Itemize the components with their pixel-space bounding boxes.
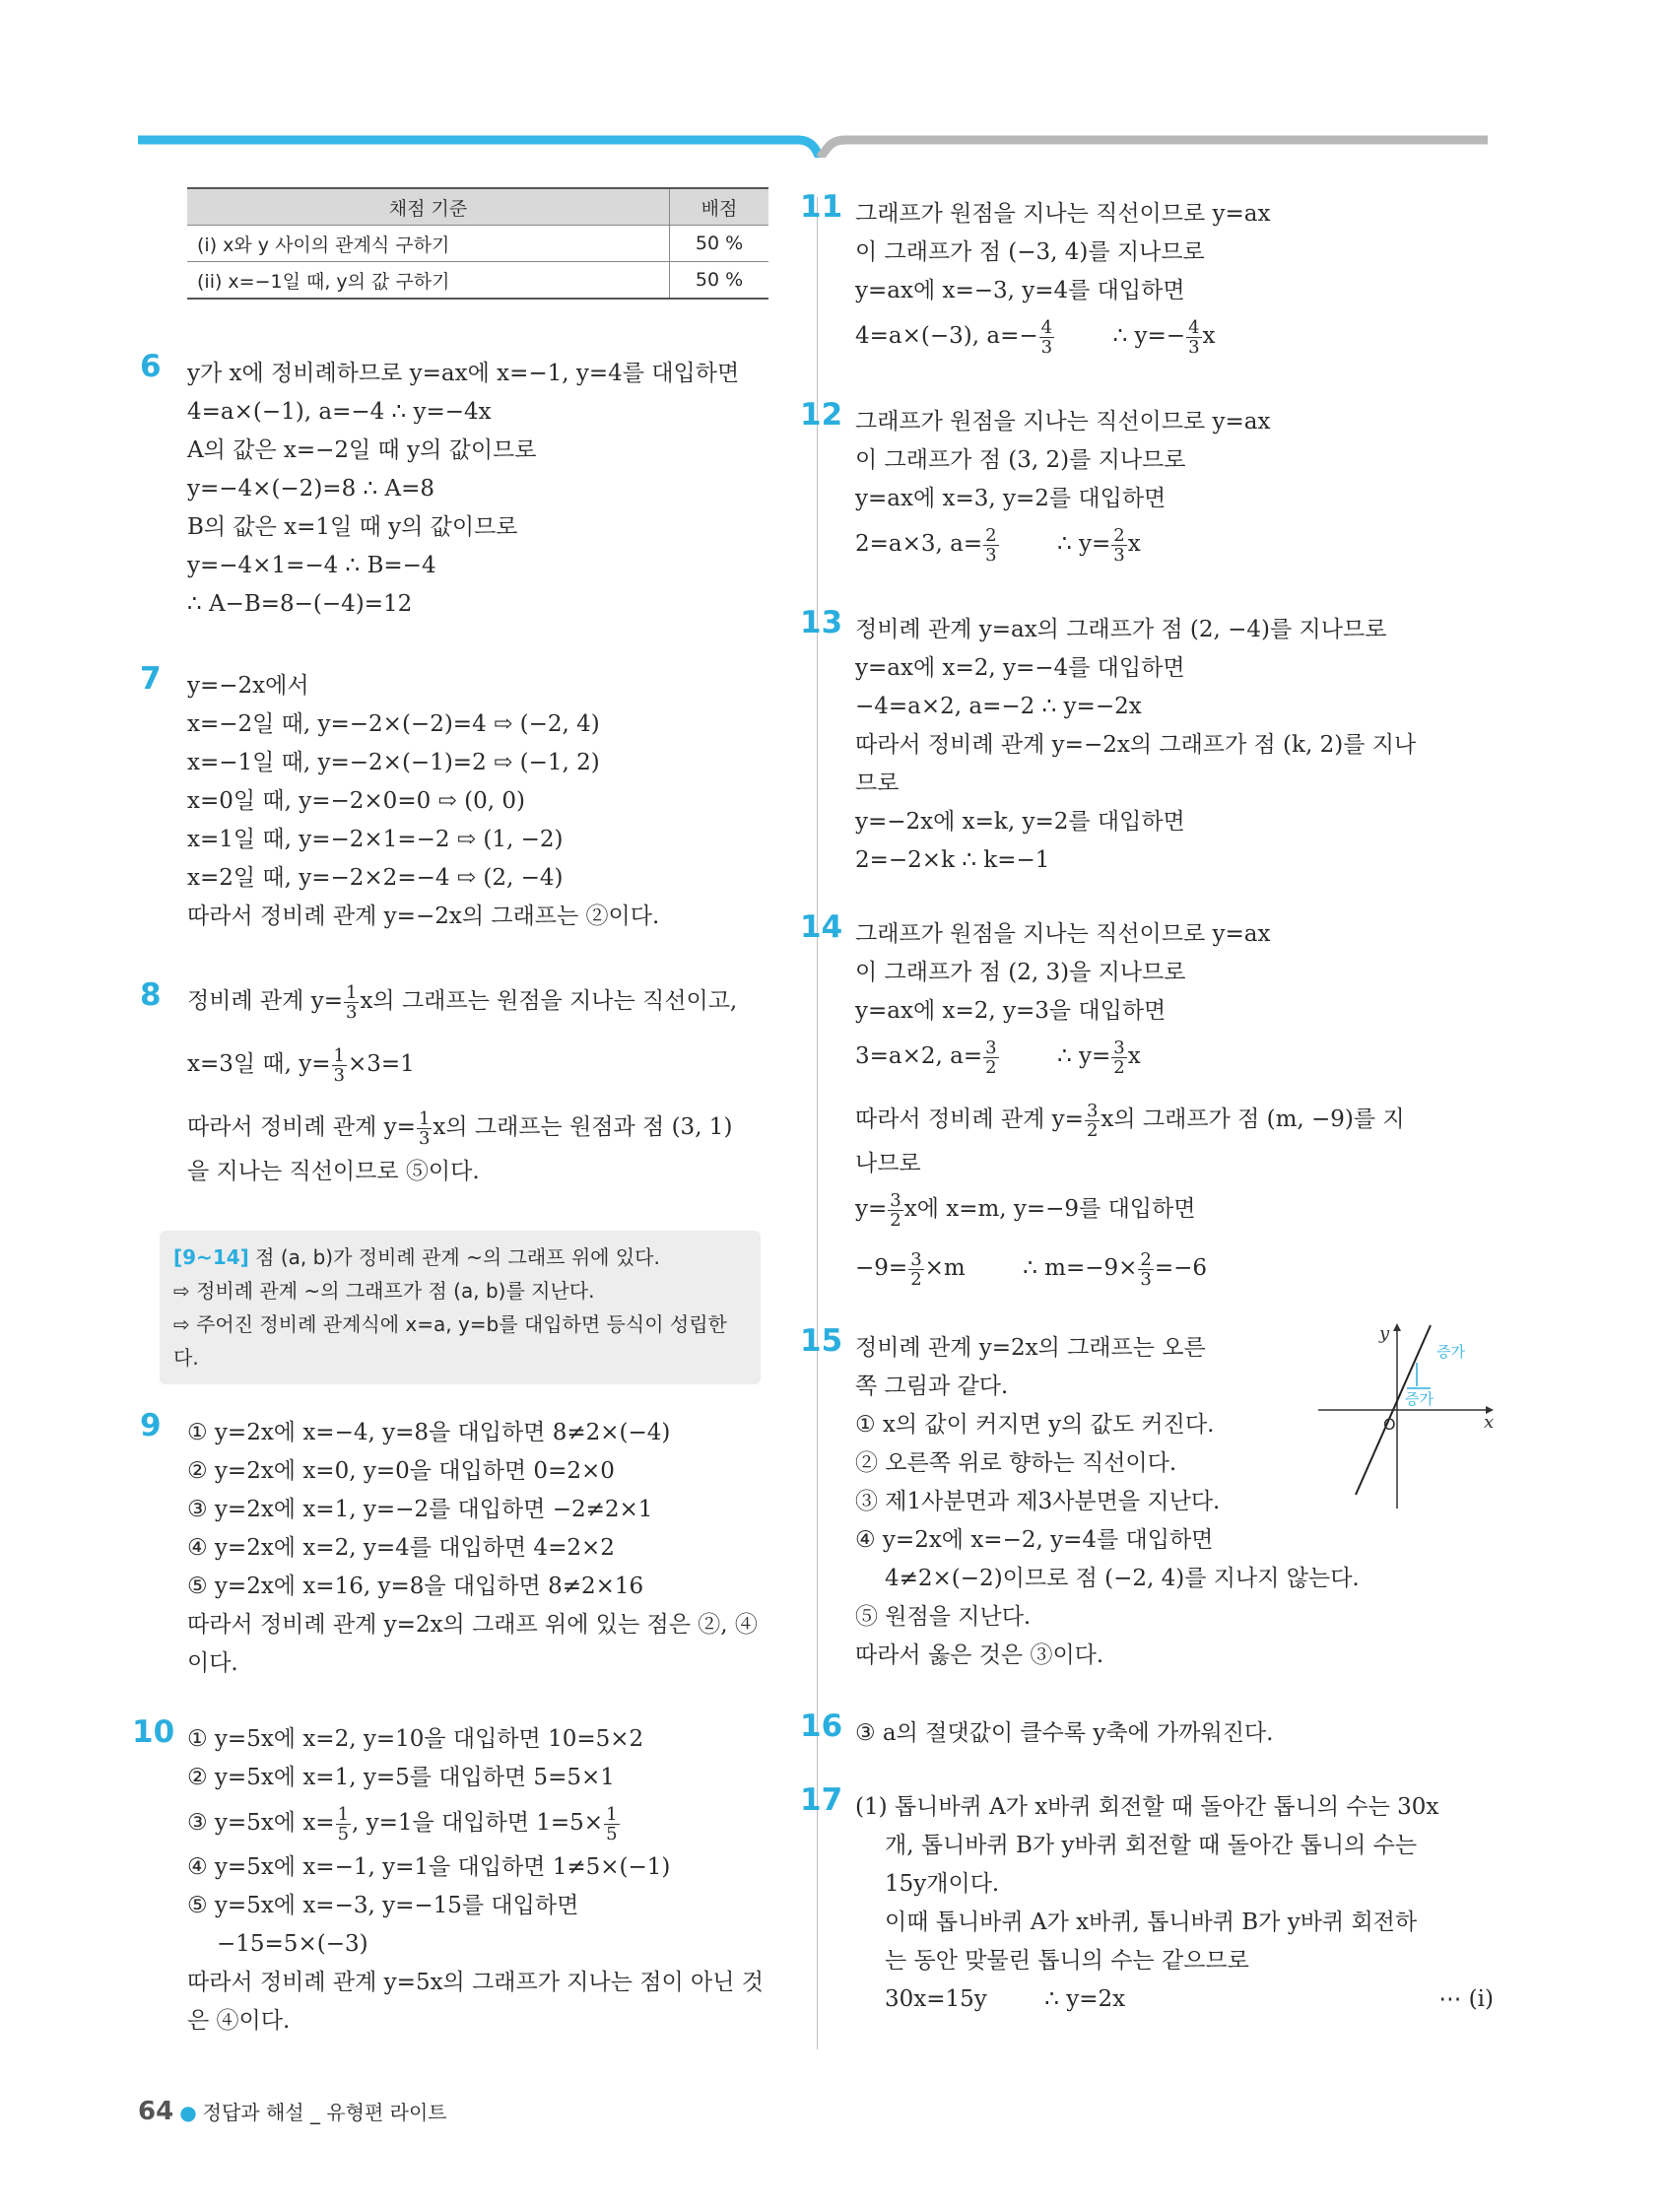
increase-label: 증가: [1436, 1343, 1465, 1361]
text: 30x=15y ∴ y=2x: [885, 1986, 1126, 2012]
solution-line: x=−1일 때, y=−2×(−1)=2 ⇨ (−1, 2): [187, 750, 600, 775]
solution-line: ④ y=2x에 x=−2, y=4를 대입하면: [855, 1527, 1214, 1553]
fraction: [1111, 1039, 1126, 1077]
denominator: 2: [910, 1268, 922, 1290]
problem-number: 9: [140, 1408, 162, 1443]
numerator: 2: [1113, 524, 1125, 546]
text: ③ y=5x에 x=: [187, 1810, 335, 1836]
numerator: 3: [1086, 1100, 1099, 1121]
numerator: 3: [910, 1248, 922, 1270]
header-criterion: 채점 기준: [187, 188, 670, 226]
denominator: 2: [1086, 1119, 1099, 1141]
y-axis-arrow: [1393, 1323, 1401, 1331]
solution-line: [187, 1797, 778, 1848]
solution-line: [855, 1242, 1494, 1294]
tip-line: ⇨ 주어진 정비례 관계식에 x=a, y=b를 대입하면 등식이 성립한다.: [173, 1312, 727, 1370]
numerator: 3: [1113, 1037, 1125, 1058]
solution-line: ② 오른쪽 위로 향하는 직선이다.: [855, 1450, 1177, 1476]
text: x: [1127, 1043, 1141, 1069]
text: ∴ y=−: [1055, 323, 1186, 349]
solution-line: y=ax에 x=2, y=3을 대입하면: [855, 998, 1167, 1024]
fraction: [1039, 318, 1054, 357]
problem-9: [140, 1408, 778, 1683]
solution-line: 따라서 정비례 관계 y=5x의 그래프가 지나는 점이 아닌 것: [187, 1970, 764, 1995]
solution-line: y가 x에 정비례하므로 y=ax에 x=−1, y=4를 대입하면: [187, 361, 740, 386]
table-row: [187, 226, 768, 262]
numerator: 3: [890, 1189, 901, 1211]
fraction: [983, 1039, 998, 1077]
fraction: [1085, 1102, 1100, 1140]
solution-line: ② y=2x에 x=0, y=0을 대입하면 0=2×0: [187, 1458, 615, 1484]
denominator: 3: [985, 544, 997, 566]
tip-head: [9~14]: [173, 1245, 249, 1269]
footer-title: 정답과 해설 _ 유형편 라이트: [202, 2101, 447, 2124]
solution-line: 은 ④이다.: [187, 2008, 291, 2034]
solution-line: [855, 1031, 1494, 1082]
solution-line: [187, 1039, 778, 1090]
solution-line: 2=−2×k ∴ k=−1: [855, 847, 1050, 873]
solution-line: 이 그래프가 점 (3, 2)를 지나므로: [855, 447, 1186, 473]
numerator: 4: [1188, 316, 1200, 338]
solution-line: 그래프가 원점을 지나는 직선이므로 y=ax: [855, 409, 1271, 435]
solution-line: 그래프가 원점을 지나는 직선이므로 y=ax: [855, 921, 1271, 947]
solution-line: [187, 1102, 778, 1153]
denominator: 3: [418, 1127, 431, 1149]
text: , y=1을 대입하면 1=5×: [352, 1810, 604, 1836]
problem-number: 15: [800, 1323, 843, 1359]
solution-line: ① y=5x에 x=2, y=10을 대입하면 10=5×2: [187, 1726, 644, 1752]
denominator: 2: [890, 1209, 901, 1231]
solution-line: 이 그래프가 점 (2, 3)을 지나므로: [855, 960, 1186, 985]
solution-line: ④ y=2x에 x=2, y=4를 대입하면 4=2×2: [187, 1535, 615, 1561]
fraction: [336, 1805, 351, 1843]
score-table-header: [187, 188, 768, 226]
solution-line: 을 지나는 직선이므로 ⑤이다.: [187, 1159, 480, 1184]
y-label: y: [1379, 1323, 1390, 1344]
tip-line: ⇨ 정비례 관계 ~의 그래프가 점 (a, b)를 지난다.: [173, 1279, 595, 1303]
solution-line: 이 그래프가 점 (−3, 4)를 지나므로: [855, 239, 1205, 265]
solution-line: ∴ A−B=8−(−4)=12: [187, 591, 413, 617]
denominator: 3: [1113, 544, 1125, 566]
fraction: [417, 1109, 432, 1148]
fraction: [332, 1046, 347, 1085]
solution-line: 쪽 그림과 같다.: [855, 1374, 1009, 1399]
problem-number: 17: [800, 1782, 843, 1818]
text: x에 x=m, y=−9를 대입하면: [903, 1196, 1196, 1222]
solution-line: x=1일 때, y=−2×1=−2 ⇨ (1, −2): [187, 827, 564, 852]
solution-line: y=ax에 x=3, y=2를 대입하면: [855, 486, 1167, 511]
solution-line: y=−2x에 x=k, y=2를 대입하면: [855, 809, 1185, 835]
problem-15: [800, 1323, 1495, 1675]
denominator: 3: [1140, 1268, 1152, 1290]
tip-box: [160, 1231, 761, 1384]
score-table: [187, 187, 768, 300]
denominator: 2: [985, 1056, 997, 1078]
x-label: x: [1484, 1412, 1495, 1433]
problem-number: 14: [800, 909, 843, 945]
solution-line: x=0일 때, y=−2×0=0 ⇨ (0, 0): [187, 788, 525, 814]
solution-line: ① x의 값이 커지면 y의 값도 커진다.: [855, 1412, 1215, 1438]
text: 따라서 정비례 관계 y=: [855, 1106, 1084, 1132]
solution-line: ② y=5x에 x=1, y=5를 대입하면 5=5×1: [187, 1765, 615, 1790]
step-tag: ⋯ (i): [1438, 1986, 1494, 2012]
fraction: [1186, 318, 1201, 357]
problem-8: [140, 975, 778, 1191]
right-column: [800, 187, 1495, 2019]
points-cell: 50 %: [670, 226, 769, 262]
denominator: 5: [606, 1823, 618, 1844]
text: ∴ y=: [999, 1043, 1111, 1069]
tip-line: [173, 1240, 747, 1274]
problem-7: [140, 661, 778, 936]
solution-line: ③ a의 절댓값이 클수록 y축에 가까워진다.: [855, 1720, 1274, 1746]
problem-16: [800, 1709, 1494, 1753]
numerator: 4: [1040, 316, 1053, 338]
solution-line: 15y개이다.: [885, 1871, 1000, 1897]
page-number: 64: [138, 2097, 174, 2126]
numerator: 2: [985, 524, 997, 546]
solution-line: ④ y=5x에 x=−1, y=1을 대입하면 1≠5×(−1): [187, 1854, 671, 1880]
text: ×m ∴ m=−9×: [924, 1255, 1138, 1281]
solution-line: 이다.: [187, 1650, 238, 1676]
fraction: [1111, 526, 1126, 565]
text: =−6: [1154, 1255, 1208, 1281]
problem-number: 10: [132, 1714, 175, 1750]
text: 4=a×(−3), a=−: [855, 323, 1038, 349]
problem-number: 6: [140, 349, 162, 384]
solution-line: A의 값은 x=−2일 때 y의 값이므로: [187, 437, 537, 463]
solution-line: (1) 톱니바퀴 A가 x바퀴 회전할 때 돌아간 톱니의 수는 30x: [855, 1794, 1439, 1820]
solution-line: ⑤ y=2x에 x=16, y=8을 대입하면 8≠2×16: [187, 1574, 644, 1599]
solution-line: x=−2일 때, y=−2×(−2)=4 ⇨ (−2, 4): [187, 711, 600, 737]
solution-line: 는 동안 맞물린 톱니의 수는 같으므로: [885, 1948, 1249, 1974]
text: x=3일 때, y=: [187, 1051, 331, 1077]
problem-number: 8: [140, 977, 162, 1013]
solution-line: y=−4×1=−4 ∴ B=−4: [187, 553, 436, 578]
numerator: 1: [606, 1803, 618, 1825]
criterion-cell: (ii) x=−1일 때, y의 값 구하기: [187, 262, 670, 300]
increase-label: 증가: [1405, 1390, 1434, 1408]
solution-line: [187, 975, 778, 1027]
fraction: [888, 1191, 902, 1230]
solution-line: 따라서 정비례 관계 y=−2x의 그래프가 점 (k, 2)를 지나: [855, 732, 1417, 758]
text: y=: [855, 1196, 888, 1222]
solution-line: ⑤ y=5x에 x=−3, y=−15를 대입하면: [187, 1893, 579, 1918]
solution-line: 따라서 옳은 것은 ③이다.: [855, 1642, 1104, 1668]
text: x의 그래프가 점 (m, −9)를 지: [1101, 1106, 1405, 1132]
fraction: [983, 526, 998, 565]
solution-line: 4=a×(−1), a=−4 ∴ y=−4x: [187, 399, 492, 425]
criterion-cell: (i) x와 y 사이의 관계식 구하기: [187, 226, 670, 262]
denominator: 3: [1188, 336, 1200, 358]
problem-number: 13: [800, 605, 843, 640]
text: 따라서 정비례 관계 y=: [187, 1114, 416, 1140]
text: 3=a×2, a=: [855, 1043, 983, 1069]
numerator: 1: [418, 1107, 431, 1129]
header-points: 배점: [670, 188, 769, 226]
solution-line: y=−4×(−2)=8 ∴ A=8: [187, 476, 434, 502]
solution-line: [855, 310, 1494, 362]
problem-13: [800, 605, 1494, 880]
solution-line: y=ax에 x=−3, y=4를 대입하면: [855, 278, 1185, 303]
solution-line: 므로: [855, 771, 900, 796]
table-row: [187, 262, 768, 300]
page-footer: [138, 2097, 447, 2126]
solution-line: [855, 1094, 1494, 1145]
fraction: [908, 1250, 923, 1289]
solution-line: y=ax에 x=2, y=−4를 대입하면: [855, 655, 1185, 681]
bullet-icon: ●: [179, 2101, 197, 2124]
solution-line: y=−2x에서: [187, 673, 309, 699]
solution-line: x=2일 때, y=−2×2=−4 ⇨ (2, −4): [187, 865, 564, 891]
text: x: [1202, 323, 1216, 349]
numerator: 1: [333, 1044, 345, 1066]
solution-line: 이때 톱니바퀴 A가 x바퀴, 톱니바퀴 B가 y바퀴 회전하: [885, 1910, 1418, 1935]
problem-12: [800, 397, 1494, 570]
column-divider: [817, 197, 818, 2049]
solution-line: ⑤ 원점을 지난다.: [855, 1604, 1032, 1630]
solution-line: 개, 톱니바퀴 B가 y바퀴 회전할 때 돌아간 톱니의 수는: [885, 1833, 1418, 1858]
solution-line: −15=5×(−3): [217, 1931, 368, 1957]
fraction: [1138, 1250, 1153, 1289]
fraction: [344, 983, 359, 1022]
denominator: 3: [345, 1001, 358, 1023]
denominator: 5: [337, 1823, 350, 1844]
problem-10: [132, 1714, 778, 2041]
numerator: 3: [985, 1037, 997, 1058]
solution-line: −4=a×2, a=−2 ∴ y=−2x: [855, 694, 1142, 719]
solution-line: 정비례 관계 y=ax의 그래프가 점 (2, −4)를 지나므로: [855, 617, 1387, 642]
solution-line: 그래프가 원점을 지나는 직선이므로 y=ax: [855, 201, 1271, 227]
numerator: 1: [345, 981, 358, 1003]
text: −9=: [855, 1255, 908, 1281]
solution-line: [855, 518, 1494, 570]
text: 정비례 관계 y=: [187, 988, 343, 1014]
problem-number: 11: [800, 189, 843, 225]
solution-line: B의 값은 x=1일 때 y의 값이므로: [187, 514, 518, 540]
origin-label: O: [1383, 1415, 1396, 1434]
problem-number: 7: [140, 661, 162, 697]
solution-line: ③ 제1사분면과 제3사분면을 지난다.: [855, 1489, 1221, 1514]
problem-number: 12: [800, 397, 843, 433]
problem-14: [800, 909, 1494, 1294]
text: 점 (a, b)가 정비례 관계 ~의 그래프 위에 있다.: [248, 1245, 660, 1269]
text: x: [1127, 531, 1141, 557]
text: x의 그래프는 원점과 점 (3, 1): [433, 1114, 733, 1140]
header-rule: [0, 0, 1668, 158]
solution-line: [855, 1980, 1494, 2019]
solution-line: 나므로: [855, 1151, 921, 1176]
solution-line: 따라서 정비례 관계 y=−2x의 그래프는 ②이다.: [187, 904, 660, 929]
denominator: 3: [1040, 336, 1053, 358]
problem-17: [800, 1782, 1494, 2019]
solution-line: 따라서 정비례 관계 y=2x의 그래프 위에 있는 점은 ②, ④: [187, 1612, 758, 1638]
solution-line: 4≠2×(−2)이므로 점 (−2, 4)를 지나지 않는다.: [885, 1566, 1360, 1591]
left-column: [132, 187, 778, 2041]
text: ×3=1: [347, 1051, 415, 1077]
solution-line: ③ y=2x에 x=1, y=−2를 대입하면 −2≠2×1: [187, 1497, 653, 1522]
solution-line: [855, 1183, 1494, 1235]
solution-line: ① y=2x에 x=−4, y=8을 대입하면 8≠2×(−4): [187, 1420, 671, 1445]
text: ∴ y=: [999, 531, 1111, 557]
graph-y-2x: [1308, 1321, 1496, 1518]
problem-number: 16: [800, 1709, 843, 1744]
fraction: [604, 1805, 619, 1843]
text: 2=a×3, a=: [855, 531, 983, 557]
points-cell: 50 %: [670, 262, 769, 300]
problem-6: [140, 349, 778, 624]
text: x의 그래프는 원점을 지나는 직선이고,: [360, 988, 738, 1014]
problem-11: [800, 189, 1494, 362]
solution-line: 정비례 관계 y=2x의 그래프는 오른: [855, 1335, 1206, 1361]
denominator: 2: [1113, 1056, 1125, 1078]
denominator: 3: [333, 1064, 345, 1086]
numerator: 1: [337, 1803, 350, 1825]
numerator: 2: [1140, 1248, 1152, 1270]
